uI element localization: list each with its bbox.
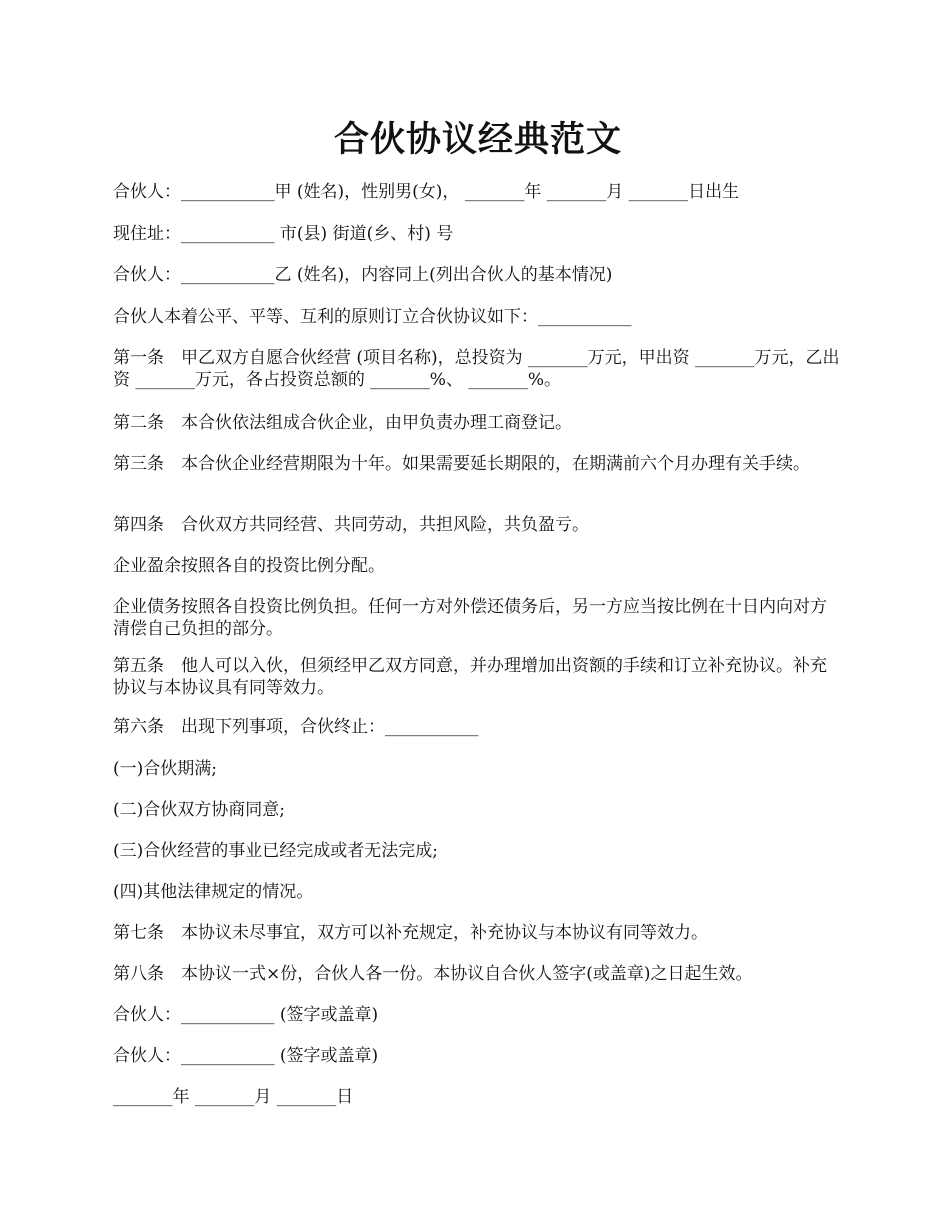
termination-item-4: (四)其他法律规定的情况。 bbox=[113, 882, 314, 902]
article-8: 第八条 本协议一式×份，合伙人各一份。本协议自合伙人签字(或盖章)之日起生效。 bbox=[113, 964, 753, 984]
profit-distribution: 企业盈余按照各自的投资比例分配。 bbox=[113, 556, 385, 576]
termination-item-2: (二)合伙双方协商同意; bbox=[113, 800, 285, 820]
document-title: 合伙协议经典范文 bbox=[333, 119, 622, 160]
partner-a-info: 合伙人：___________甲 (姓名)，性别男(女)， _______年 _______月 _______日出生 bbox=[113, 182, 740, 202]
partner-b-info: 合伙人：___________乙 (姓名)，内容同上(列出合伙人的基本情况) bbox=[113, 265, 613, 285]
article-2: 第二条 本合伙依法组成合伙企业，由甲负责办理工商登记。 bbox=[113, 413, 572, 433]
signing-date: _______年 _______月 _______日 bbox=[113, 1087, 354, 1107]
article-6: 第六条 出现下列事项，合伙终止：___________ bbox=[113, 717, 479, 737]
article-5: 第五条 他人可以入伙，但须经甲乙双方同意，并办理增加出资额的手续和订立补充协议。补充协议与本协议具有同等效力。 bbox=[113, 656, 827, 698]
preamble: 合伙人本着公平、平等、互利的原则订立合伙协议如下：___________ bbox=[113, 307, 632, 327]
signature-partner-2: 合伙人：___________ (签字或盖章) bbox=[113, 1046, 379, 1066]
debt-allocation: 企业债务按照各自投资比例负担。任何一方对外偿还债务后，另一方应当按比例在十日内向对方清偿自己负担的部分。 bbox=[113, 597, 827, 639]
termination-item-1: (一)合伙期满; bbox=[113, 759, 217, 779]
article-3: 第三条 本合伙企业经营期限为十年。如果需要延长期限的，在期满前六个月办理有关手续。 bbox=[113, 454, 810, 474]
termination-item-3: (三)合伙经营的事业已经完成或者无法完成; bbox=[113, 841, 438, 861]
article-1: 第一条 甲乙双方自愿合伙经营 (项目名称)，总投资为 _______万元，甲出资 _______万元，乙出资 _______万元，各占投资总额的 _______%、 _______%。 bbox=[113, 348, 840, 390]
signature-partner-1: 合伙人：___________ (签字或盖章) bbox=[113, 1005, 379, 1025]
address-line: 现住址：___________ 市(县) 街道(乡、村) 号 bbox=[113, 224, 454, 244]
article-4: 第四条 合伙双方共同经营、共同劳动，共担风险，共负盈亏。 bbox=[113, 515, 589, 535]
article-7: 第七条 本协议未尽事宜，双方可以补充规定，补充协议与本协议有同等效力。 bbox=[113, 923, 708, 943]
